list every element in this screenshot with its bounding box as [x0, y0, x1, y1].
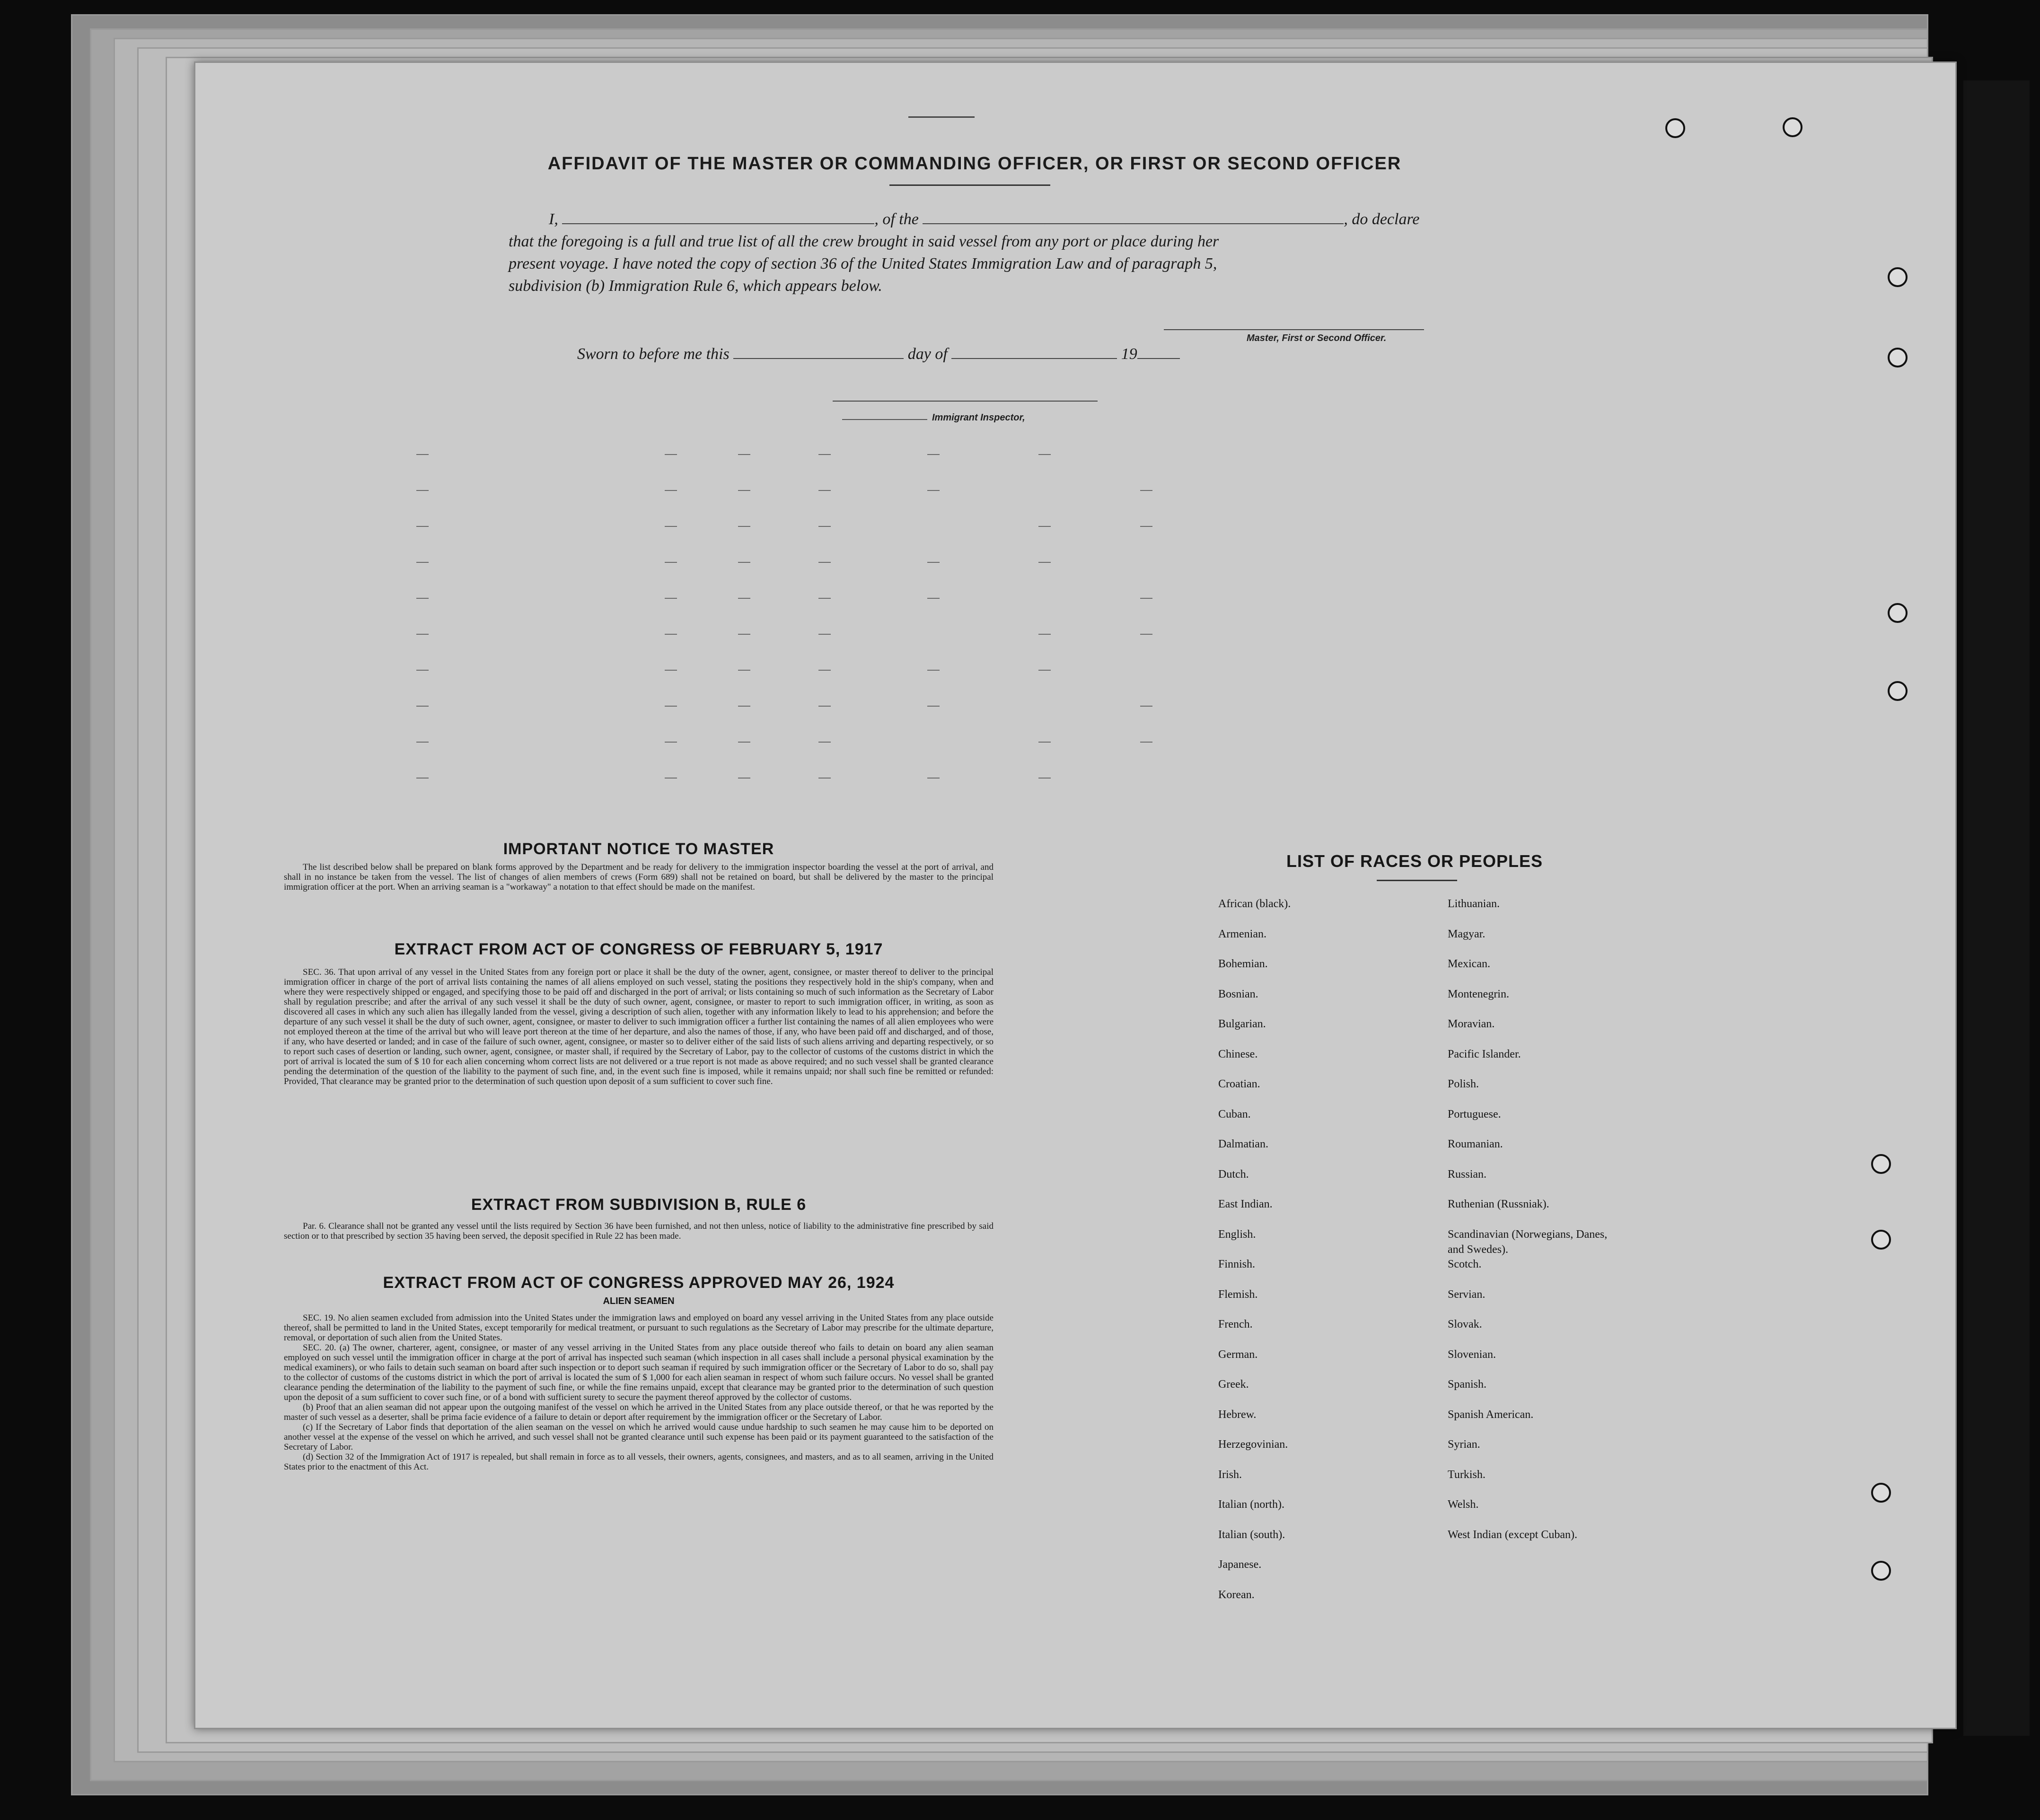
race-item: Hebrew.	[1218, 1408, 1257, 1421]
bleed-through-mark	[818, 706, 831, 707]
act-1924-subheading: ALIEN SEAMEN	[603, 1296, 675, 1306]
bleed-through-mark	[665, 598, 677, 599]
inspector-caption-rule	[842, 419, 927, 420]
declaration-i: I,	[549, 210, 558, 228]
bleed-through-mark	[665, 706, 677, 707]
inspector-caption: Immigrant Inspector,	[932, 412, 1025, 423]
race-item: Herzegovinian.	[1218, 1438, 1288, 1451]
bleed-through-mark	[665, 490, 677, 491]
race-item: Finnish.	[1218, 1258, 1256, 1270]
bleed-through-mark	[665, 634, 677, 635]
punch-hole	[1888, 348, 1908, 368]
act-1924-sec-20b: (b) Proof that an alien seaman did not appear upon the outgoing manifest of the vessel on which he arrived in the United States from any place outside thereof, or that he was reported by the master of such vessel as a deserter, shall be prima facie evidence of a failure to detain or deport after requirement by the immigration officer or the Secretary of Labor.	[284, 1402, 994, 1422]
bleed-through-mark	[818, 454, 831, 455]
race-item: West Indian (except Cuban).	[1448, 1528, 1577, 1541]
rule-6-paragraph: Par. 6. Clearance shall not be granted any vessel until the lists required by Section 36 have been furnished, and not then unless, notice of liability to the administrative fine prescribed by said section or to that prescribed by section 35 having been served, the deposit specified in Rule 22 has been made.	[284, 1221, 994, 1241]
master-signature-line	[1164, 329, 1424, 330]
race-item: Korean.	[1218, 1588, 1255, 1601]
bleed-through-mark	[1140, 490, 1152, 491]
rule-6-heading: EXTRACT FROM SUBDIVISION B, RULE 6	[471, 1196, 807, 1214]
race-item: Slovak.	[1448, 1318, 1482, 1330]
act-1924-sec-20c: (c) If the Secretary of Labor finds that deportation of the alien seaman on the vessel on which he arrived would cause undue hardship to such seamen he may cause him to be deported on another vessel at the expense of the vessel on which he arrived, and such vessel shall not be granted clearance until such expense has been paid or its payment guaranteed to the satisfaction of the Secretary of Labor.	[284, 1422, 994, 1452]
bleed-through-mark	[416, 562, 429, 563]
bleed-through-mark	[416, 454, 429, 455]
bleed-through-mark	[1140, 634, 1152, 635]
race-item: Pacific Islander.	[1448, 1048, 1521, 1060]
bleed-through-mark	[927, 454, 940, 455]
affidavit-title: AFFIDAVIT OF THE MASTER OR COMMANDING OFFICER, OR FIRST OR SECOND OFFICER	[547, 154, 1402, 174]
bleed-through-mark	[738, 598, 750, 599]
declaration-line-2: that the foregoing is a full and true list of all the crew brought in said vessel from any port or place during her	[509, 233, 1219, 250]
master-caption: Master, First or Second Officer.	[1247, 333, 1387, 343]
bleed-through-mark	[738, 778, 750, 779]
bleed-through-mark	[416, 598, 429, 599]
race-item: Spanish American.	[1448, 1408, 1534, 1421]
bleed-through-mark	[416, 670, 429, 671]
bleed-through-mark	[1140, 742, 1152, 743]
bleed-through-mark	[665, 742, 677, 743]
bleed-through-mark	[818, 526, 831, 527]
sworn-month-blank	[951, 358, 1117, 359]
race-item: French.	[1218, 1318, 1253, 1330]
bleed-through-mark	[927, 670, 940, 671]
act-1917-heading: EXTRACT FROM ACT OF CONGRESS OF FEBRUARY 5, 1917	[394, 940, 883, 958]
race-item: Portuguese.	[1448, 1108, 1501, 1120]
bleed-through-mark	[665, 526, 677, 527]
race-item: Armenian.	[1218, 928, 1266, 940]
race-item: Bohemian.	[1218, 958, 1268, 970]
title-rule	[889, 184, 1050, 186]
race-item: Italian (south).	[1218, 1528, 1285, 1541]
top-rule	[908, 116, 975, 118]
bleed-through-mark	[738, 706, 750, 707]
bleed-through-mark	[818, 670, 831, 671]
bleed-through-mark	[1038, 742, 1051, 743]
bleed-through-mark	[738, 670, 750, 671]
race-item: Syrian.	[1448, 1438, 1480, 1451]
race-item: Bosnian.	[1218, 988, 1258, 1000]
bleed-through-mark	[927, 706, 940, 707]
punch-hole	[1783, 117, 1803, 137]
bleed-through-mark	[1038, 634, 1051, 635]
binding-strip	[1963, 80, 2030, 1736]
declaration-end: , do declare	[1344, 210, 1420, 228]
act-1924-sec-20a: SEC. 20. (a) The owner, charterer, agent, consignee, or master of any vessel arriving in the United States from any place outside thereof who fails to detain on board any alien seaman employed on such vessel until the immigration officer in charge at the port of arrival has inspected such seaman (which inspection in all cases shall include a personal physical examination by the medical examiners), or who fails to detain such seaman on board after such inspection or to deport such seaman if required by such immigration officer or the Secretary of Labor to do so, shall pay to the collector of customs of the customs district in which the port of arrival is located the sum of $ 1,000 for each alien seaman in respect of whom such failure occurs. No vessel shall be granted clearance pending the determination of the liability to the payment of such fine, or while the fine remains unpaid, except that clearance may be granted prior to the determination of such question upon the deposit of a sum sufficient to cover such fine, or of a bond with sufficient surety to secure the payment thereof approved by the collector of customs.	[284, 1343, 994, 1402]
manifest-page	[194, 61, 1957, 1729]
bleed-through-mark	[738, 562, 750, 563]
race-item: Dalmatian.	[1218, 1138, 1268, 1150]
bleed-through-mark	[1038, 778, 1051, 779]
bleed-through-mark	[1140, 526, 1152, 527]
punch-hole	[1888, 267, 1908, 287]
races-heading-rule	[1377, 880, 1457, 881]
bleed-through-mark	[1038, 526, 1051, 527]
bleed-through-mark	[1038, 562, 1051, 563]
name-blank	[562, 223, 874, 224]
race-item: Russian.	[1448, 1168, 1487, 1181]
act-1924-sec-20d: (d) Section 32 of the Immigration Act of 1917 is repealed, but shall remain in force as to all vessels, their owners, agents, consignees, and masters, and as to all seamen, arriving in the United States prior to the enactment of this Act.	[284, 1452, 994, 1472]
race-item: Italian (north).	[1218, 1498, 1284, 1511]
race-item: Flemish.	[1218, 1288, 1258, 1301]
punch-hole	[1888, 681, 1908, 701]
declaration-line-1	[549, 210, 1420, 228]
sworn-line	[577, 345, 1180, 363]
notice-body	[284, 862, 994, 892]
notice-paragraph: The list described below shall be prepared on blank forms approved by the Department and be ready for delivery to the immigration inspector boarding the vessel at the port of arrival, and shall in no instance be taken from the vessel. The list of changes of alien members of crews (Form 689) shall not be retained on board, but shall be delivered by the master to the principal immigration officer at the port. When an arriving seaman is a "workaway" a notation to that effect should be made on the manifest.	[284, 862, 994, 892]
bleed-through-mark	[665, 670, 677, 671]
race-item: Bulgarian.	[1218, 1018, 1266, 1030]
bleed-through-mark	[1140, 598, 1152, 599]
inspector-signature-line	[833, 401, 1098, 402]
race-item: Lithuanian.	[1448, 898, 1500, 910]
race-item: Spanish.	[1448, 1378, 1487, 1391]
bleed-through-mark	[738, 526, 750, 527]
vessel-blank	[923, 223, 1344, 224]
act-1924-body	[284, 1313, 994, 1472]
race-item: African (black).	[1218, 898, 1291, 910]
bleed-through-mark	[927, 562, 940, 563]
act-1917-paragraph: SEC. 36. That upon arrival of any vessel in the United States from any foreign port or place it shall be the duty of the owner, agent, consignee, or master thereof to deliver to the principal immigration officer in charge of the port of arrival lists containing the names of all aliens employed on such vessel, stating the positions they respectively hold in the ship's company, when and where they were respectively shipped or engaged, and specifying those to be paid off and discharged in the port of arrival; or lists containing so much of such information as the Secretary of Labor shall by regulation prescribe; and after the arrival of any such vessel it shall be the duty of such owner, agent, consignee, or master to report to such immigration officer, in writing, as soon as discovered all cases in which any such alien has illegally landed from the vessel, giving a description of such alien, together with any information likely to lead to his apprehension; and before the departure of any such vessel it shall be the duty of such owner, agent, consignee, or master to deliver to such immigration officer a further list containing the names of all alien employees who were not employed thereon at the time of the arrival but who will leave port thereon at the time of her departure, and also the names of those, if any, who have been paid off and discharged, and of those, if any, who have deserted or landed; and in case of the failure of such owner, agent, consignee, or master so to deliver either of the said lists of such aliens arriving and departing respectively, or so to report such cases of desertion or landing, such owner, agent, consignee, or master shall, if required by the Secretary of Labor, pay to the collector of customs of the customs district in which the port of arrival is located the sum of $ 10 for each alien concerning whom correct lists are not delivered or a true report is not made as above required; and no such vessel shall be granted clearance pending the determination of the question of the liability to the payment of such fine, and, in the event such fine is imposed, while it remains unpaid; nor shall such fine be remitted or refunded: Provided, That clearance may be granted prior to the determination of such question upon deposit of a sum sufficient to cover such fine.	[284, 967, 994, 1086]
bleed-through-mark	[416, 778, 429, 779]
race-item: Dutch.	[1218, 1168, 1249, 1181]
races-heading: LIST OF RACES OR PEOPLES	[1286, 851, 1543, 871]
bleed-through-mark	[818, 742, 831, 743]
bleed-through-mark	[927, 598, 940, 599]
bleed-through-mark	[818, 490, 831, 491]
bleed-through-mark	[416, 706, 429, 707]
race-item: Roumanian.	[1448, 1138, 1503, 1150]
race-item: Cuban.	[1218, 1108, 1251, 1120]
rule-6-body	[284, 1221, 994, 1241]
bleed-through-mark	[738, 634, 750, 635]
act-1924-heading: EXTRACT FROM ACT OF CONGRESS APPROVED MAY 26, 1924	[383, 1274, 895, 1292]
race-item: Welsh.	[1448, 1498, 1479, 1511]
races-right-column	[1448, 896, 1618, 1557]
declaration-of: , of the	[874, 210, 919, 228]
race-item: Scotch.	[1448, 1258, 1482, 1270]
bleed-through-mark	[1038, 670, 1051, 671]
bleed-through-mark	[416, 742, 429, 743]
declaration-line-3: present voyage. I have noted the copy of section 36 of the United States Immigration Law and of paragraph 5,	[509, 255, 1217, 272]
bleed-through-mark	[738, 742, 750, 743]
bleed-through-mark	[818, 634, 831, 635]
act-1924-sec-19: SEC. 19. No alien seamen excluded from admission into the United States under the immigration laws and employed on board any vessel arriving in the United States from any place outside thereof, shall be permitted to land in the United States, except temporarily for medical treatment, or pursuant to such regulations as the Secretary of Labor may prescribe for the ultimate departure, removal, or deportation of such alien from the United States.	[284, 1313, 994, 1343]
race-item: German.	[1218, 1348, 1258, 1361]
bleed-through-mark	[665, 778, 677, 779]
bleed-through-mark	[818, 778, 831, 779]
bleed-through-mark	[738, 490, 750, 491]
race-item: Moravian.	[1448, 1018, 1495, 1030]
race-item: Magyar.	[1448, 928, 1486, 940]
race-item: Irish.	[1218, 1468, 1242, 1481]
act-1917-body	[284, 967, 994, 1086]
race-item: Chinese.	[1218, 1048, 1258, 1060]
bleed-through-mark	[1038, 454, 1051, 455]
race-item: Greek.	[1218, 1378, 1249, 1391]
race-item: Polish.	[1448, 1078, 1479, 1090]
race-item: Mexican.	[1448, 958, 1490, 970]
punch-hole	[1665, 118, 1685, 138]
declaration-line-4: subdivision (b) Immigration Rule 6, which appears below.	[509, 277, 882, 295]
race-item: Japanese.	[1218, 1558, 1262, 1571]
bleed-through-mark	[927, 778, 940, 779]
bleed-through-mark	[818, 598, 831, 599]
sworn-year: 19	[1121, 345, 1137, 363]
bleed-through-mark	[818, 562, 831, 563]
punch-hole	[1871, 1561, 1891, 1581]
bleed-through-mark	[1140, 706, 1152, 707]
race-item: East Indian.	[1218, 1198, 1273, 1210]
sworn-day-of: day of	[907, 345, 948, 363]
bleed-through-mark	[665, 454, 677, 455]
sworn-year-blank	[1137, 358, 1180, 359]
bleed-through-mark	[927, 490, 940, 491]
punch-hole	[1871, 1483, 1891, 1503]
race-item: Turkish.	[1448, 1468, 1486, 1481]
bleed-through-mark	[738, 454, 750, 455]
sworn-date-blank	[733, 358, 904, 359]
race-item: Scandinavian (Norwegians, Danes, and Swedes).	[1448, 1228, 1608, 1256]
bleed-through-mark	[416, 490, 429, 491]
punch-hole	[1871, 1230, 1891, 1250]
bleed-through-mark	[665, 562, 677, 563]
race-item: Ruthenian (Russniak).	[1448, 1198, 1549, 1210]
bleed-through-mark	[416, 526, 429, 527]
race-item: Slovenian.	[1448, 1348, 1496, 1361]
punch-hole	[1871, 1154, 1891, 1174]
notice-heading: IMPORTANT NOTICE TO MASTER	[503, 840, 774, 858]
bleed-through-mark	[416, 634, 429, 635]
punch-hole	[1888, 603, 1908, 623]
race-item: Montenegrin.	[1448, 988, 1509, 1000]
race-item: Croatian.	[1218, 1078, 1260, 1090]
race-item: Servian.	[1448, 1288, 1486, 1301]
sworn-prefix: Sworn to before me this	[577, 345, 730, 363]
races-left-column	[1218, 896, 1389, 1617]
race-item: English.	[1218, 1228, 1256, 1241]
